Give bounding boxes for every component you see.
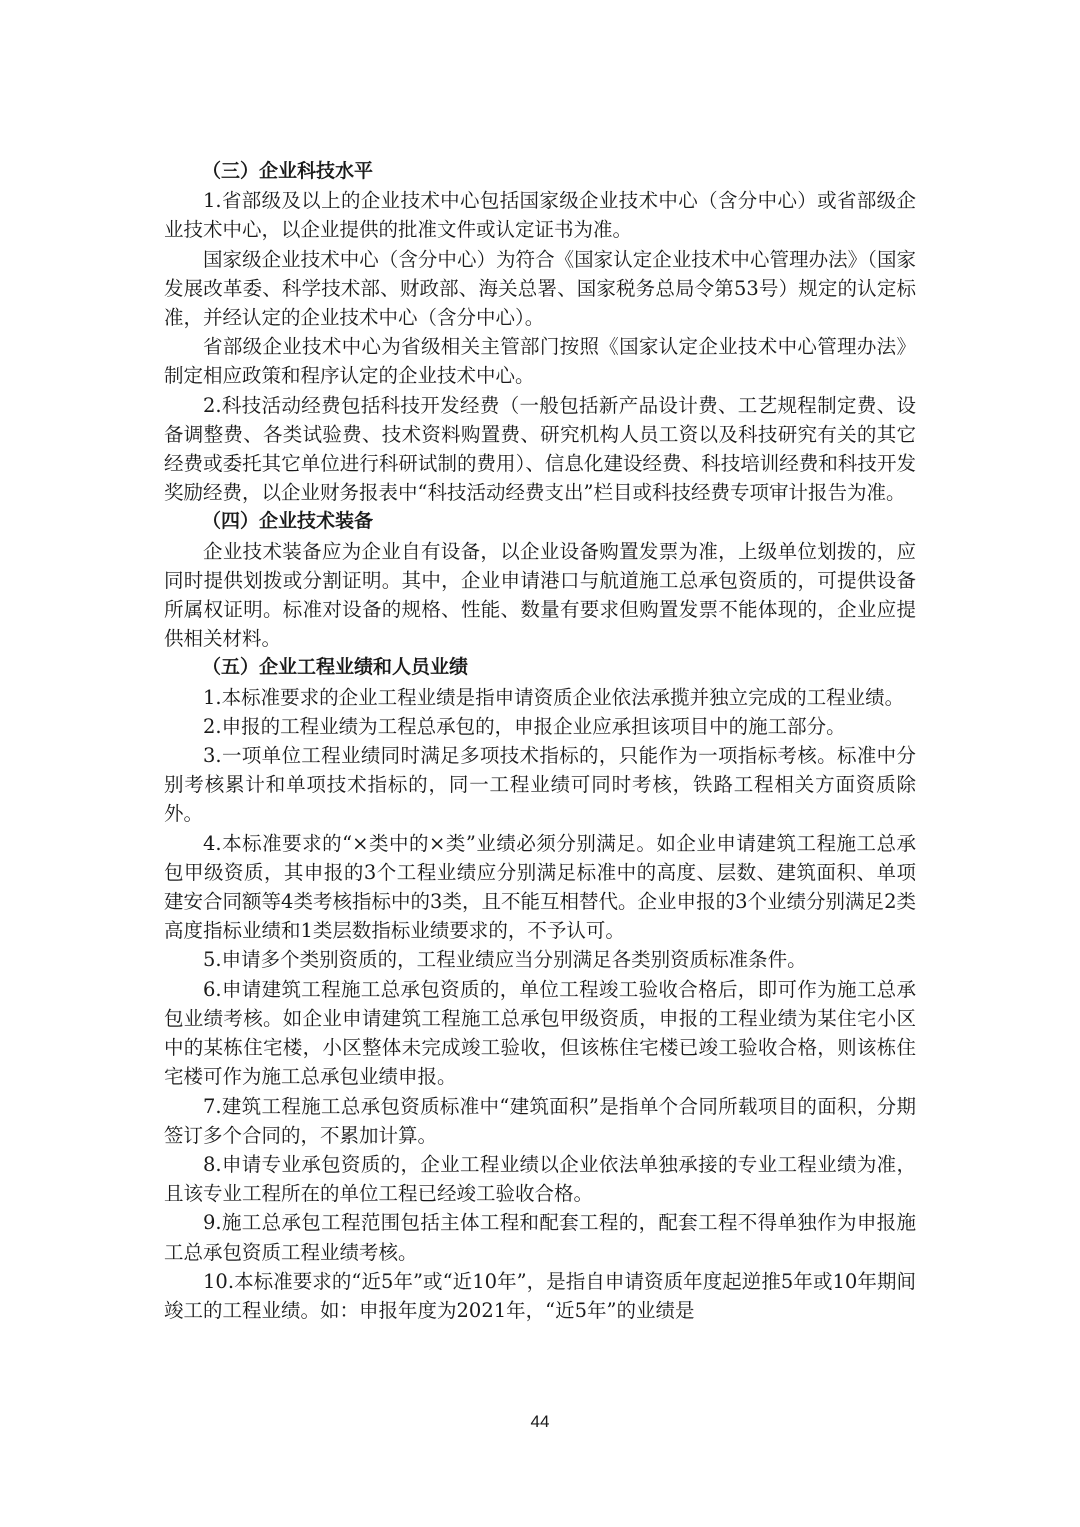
- paragraph: 4.本标准要求的“×类中的×类”业绩必须分别满足。如企业申请建筑工程施工总承包甲级资质，其申报的3个工程业绩应分别满足标准中的高度、层数、建筑面积、单项建安合同额等4类考核指标中的3类，且不能互相替代。企业申报的3个业绩分别满足2类高度指标业绩和1类层数指标业绩要求的，不予认可。: [164, 831, 916, 943]
- paragraph: 省部级企业技术中心为省级相关主管部门按照《国家认定企业技术中心管理办法》制定相应政策和程序认定的企业技术中心。: [164, 335, 916, 388]
- page-number: 44: [530, 1412, 550, 1431]
- paragraph: 国家级企业技术中心（含分中心）为符合《国家认定企业技术中心管理办法》（国家发展改革委、科学技术部、财政部、海关总署、国家税务总局令第53号）规定的认定标准，并经认定的企业技术中心（含分中心）。: [164, 247, 916, 330]
- paragraph: 5.申请多个类别资质的，工程业绩应当分别满足各类别资质标准条件。: [203, 948, 807, 972]
- paragraph: 6.申请建筑工程施工总承包资质的，单位工程竣工验收合格后，即可作为施工总承包业绩考核。如企业申请建筑工程施工总承包甲级资质，申报的工程业绩为某住宅小区中的某栋住宅楼，小区整体未完成竣工验收，但该栋住宅楼已竣工验收合格，则该栋住宅楼可作为施工总承包业绩申报。: [164, 977, 916, 1089]
- paragraph: 2.申报的工程业绩为工程总承包的，申报企业应承担该项目中的施工部分。: [203, 714, 846, 738]
- paragraph: 1.本标准要求的企业工程业绩是指申请资质企业依法承揽并独立完成的工程业绩。: [203, 685, 905, 709]
- paragraph: 1.省部级及以上的企业技术中心包括国家级企业技术中心（含分中心）或省部级企业技术中心，以企业提供的批准文件或认定证书为准。: [164, 189, 916, 242]
- paragraph: 3.一项单位工程业绩同时满足多项技术指标的，只能作为一项指标考核。标准中分别考核累计和单项技术指标的，同一工程业绩可同时考核，铁路工程相关方面资质除外。: [164, 744, 916, 826]
- document-body: [164, 157, 916, 1325]
- paragraph: 7.建筑工程施工总承包资质标准中“建筑面积”是指单个合同所载项目的面积，分期签订多个合同的，不累加计算。: [164, 1094, 916, 1147]
- paragraph: 2.科技活动经费包括科技开发经费（一般包括新产品设计费、工艺规程制定费、设备调整费、各类试验费、技术资料购置费、研究机构人员工资以及科技研究有关的其它经费或委托其它单位进行科研试制的费用）、信息化建设经费、科技培训经费和科技开发奖励经费，以企业财务报表中“科技活动经费支出”栏目或科技经费专项审计报告为准。: [164, 393, 916, 505]
- section-heading-3: （三）企业科技水平: [202, 160, 374, 182]
- section-heading-4: （四）企业技术装备: [202, 510, 374, 533]
- section-heading-5: （五）企业工程业绩和人员业绩: [202, 656, 469, 679]
- paragraph: 8.申请专业承包资质的，企业工程业绩以企业依法单独承接的专业工程业绩为准，且该专业工程所在的单位工程已经竣工验收合格。: [164, 1152, 916, 1206]
- paragraph: 企业技术装备应为企业自有设备，以企业设备购置发票为准，上级单位划拨的，应同时提供划拨或分割证明。其中，企业申请港口与航道施工总承包资质的，可提供设备所属权证明。标准对设备的规格、性能、数量有要求但购置发票不能体现的，企业应提供相关材料。: [164, 539, 916, 651]
- paragraph: 9.施工总承包工程范围包括主体工程和配套工程的，配套工程不得单独作为申报施工总承包资质工程业绩考核。: [164, 1211, 916, 1264]
- paragraph: 10.本标准要求的“近5年”或“近10年”，是指自申请资质年度起逆推5年或10年期间竣工的工程业绩。如：申报年度为2021年，“近5年”的业绩是: [164, 1269, 916, 1322]
